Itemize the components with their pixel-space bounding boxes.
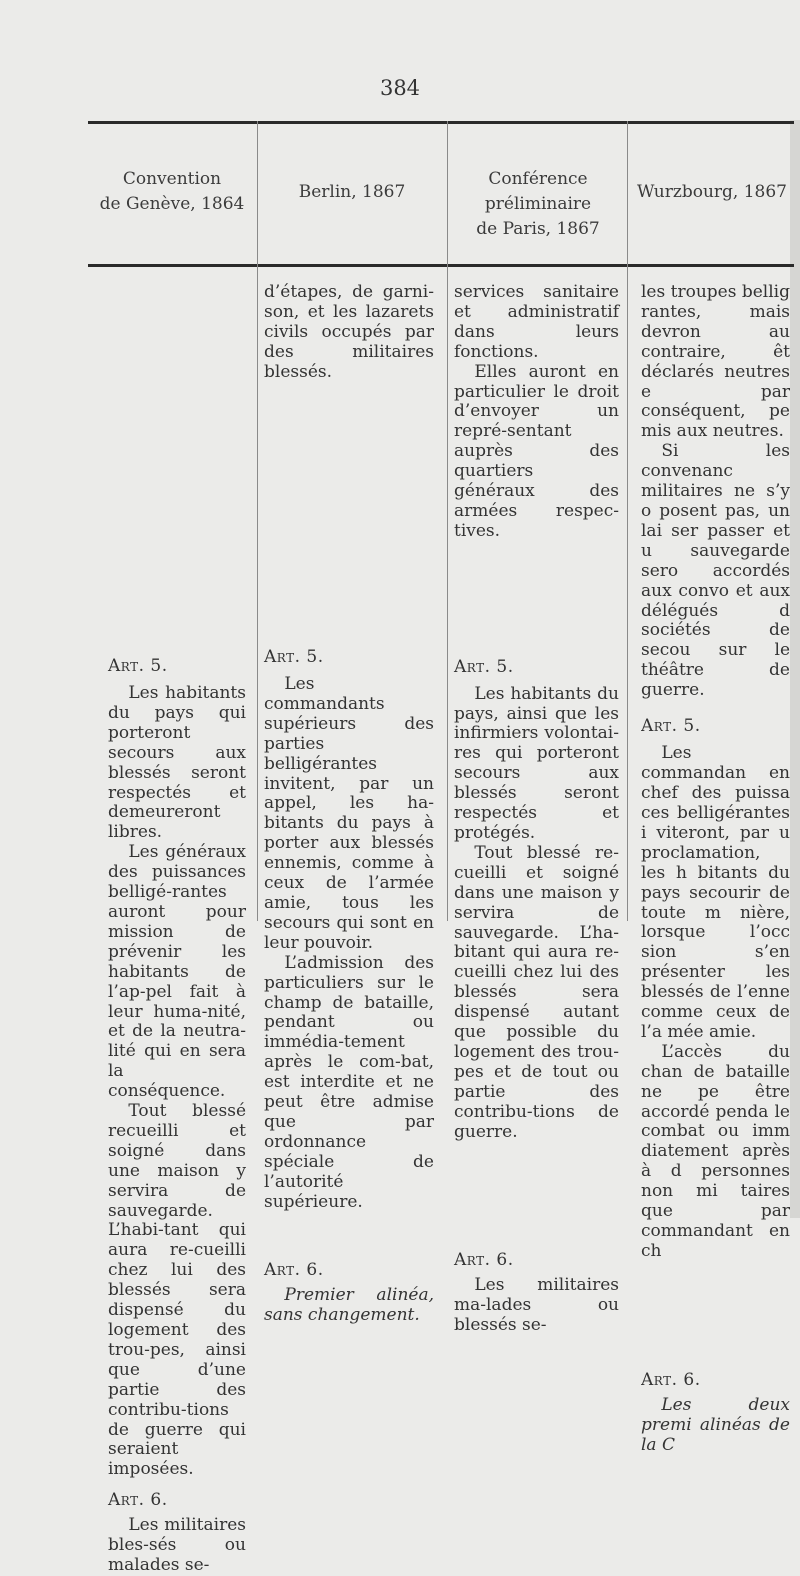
column-header-berlin xyxy=(262,180,442,205)
header-line: de Genève, 1864 xyxy=(99,194,245,214)
paragraph: Les commandants supérieurs des parties belligérantes invitent, par un appel, les ha-bitants du pays à porter aux blessés ennemis, comme à ceux de l’armée amie, tous les secours qui sont en leur pouvoir. xyxy=(264,674,434,953)
column-divider xyxy=(257,121,258,921)
column-geneve xyxy=(108,652,246,1576)
article-heading: Art. 6. xyxy=(454,1250,514,1271)
column-header-paris xyxy=(452,167,624,242)
paragraph: Tout blessé recueilli et soigné dans une maison y servira de sauvegarde. L’habi-tant qui aura re-cueilli chez lui des blessés sera dispensé du logement des trou-pes, ainsi que d’une partie des contribu-tions de guerre qui seraient imposées. xyxy=(108,1101,246,1480)
column-header-geneve xyxy=(92,167,252,217)
paragraph: Les généraux des puissances belligé-rantes auront pour mission de prévenir les habitants de l’ap-pel fait à leur huma-nité, et de la neutra-lité qui en sera la conséquence. xyxy=(108,842,246,1102)
column-header-wurzbourg xyxy=(632,180,792,205)
paragraph: Les deux premi alinéas de la C xyxy=(641,1394,790,1455)
page-edge-shadow xyxy=(790,120,800,1218)
article-heading: Art. 5. xyxy=(264,647,324,667)
article-heading: Art. 5. xyxy=(454,656,514,677)
paragraph: L’admission des particuliers sur le champ de bataille, pendant ou immédia-tement après le com-bat, est interdite et ne peut être admise que par ordonnance spéciale de l’autorité supérieure. xyxy=(264,952,434,1212)
paragraph: Les habitants du pays qui porteront secours aux blessés seront respectés et demeureront libres. xyxy=(108,683,246,843)
page-number: 384 xyxy=(379,76,421,100)
paragraph: Premier alinéa, sans changement. xyxy=(264,1285,434,1326)
header-line: Convention xyxy=(122,169,222,189)
paragraph: Les commandan en chef des puissa ces belligérantes i viteront, par u proclamation, les h bitants du pays secourir de toute m nière, lorsque l’occ sion s’en présenter les blessés de l’enne comme ceux de l’a mée amie. xyxy=(641,743,790,1042)
article-heading: Art. 6. xyxy=(641,1369,701,1390)
continuation-text: les troupes bellig rantes, mais devron au contraire, êt déclarés neutres e par conséquent, pe mis aux neutres. xyxy=(641,283,790,442)
column-divider xyxy=(627,121,628,921)
paragraph: Les militaires bles-sés ou malades se- xyxy=(108,1515,246,1576)
paragraph: Tout blessé re-cueilli et soigné dans une maison y servira de sauvegarde. L’ha-bitant qui aura re-cueilli chez lui des blessés sera dispensé autant que possible du logement des trou-pes et de tout ou partie des contribu-tions de guerre. xyxy=(454,842,619,1142)
header-line: Conférence préliminaire xyxy=(484,169,592,214)
header-bottom-rule xyxy=(88,264,794,267)
article-heading: Art. 6. xyxy=(108,1490,168,1511)
column-paris xyxy=(454,283,619,1336)
continuation-text: d’étapes, de garni-son, et les lazarets civils occupés par des militaires blessés. xyxy=(264,282,434,382)
article-heading: Art. 5. xyxy=(641,716,701,737)
continuation-text: Elles auront en particulier le droit d’envoyer un repré-sentant auprès des quartiers généraux des armées respec-tives. xyxy=(454,361,619,541)
header-line: de Paris, 1867 xyxy=(476,219,600,239)
paragraph: Les militaires ma-lades ou blessés se- xyxy=(454,1275,619,1336)
article-heading: Art. 5. xyxy=(108,656,168,676)
continuation-text: Si les convenanc militaires ne s’y o posent pas, un lai ser passer et u sauvegarde sero accordés aux convo et aux délégués d sociétés de secou sur le théâtre de guerre. xyxy=(641,441,790,701)
paragraph: L’accès du chan de bataille ne pe être accordé penda le combat ou imm diatement après à d personnes non mi taires que par commandant en ch xyxy=(641,1041,790,1261)
column-divider xyxy=(447,121,448,921)
article-heading: Art. 6. xyxy=(264,1260,324,1281)
paragraph: Les habitants du pays, ainsi que les infirmiers volontai-res qui porteront secours aux blessés seront respectés et protégés. xyxy=(454,683,619,843)
header-line: Wurzbourg, 1867 xyxy=(637,182,787,202)
table-top-rule xyxy=(88,121,794,124)
header-line: Berlin, 1867 xyxy=(298,182,406,202)
column-berlin xyxy=(264,283,434,1326)
column-wurzbourg xyxy=(641,283,790,1456)
continuation-text: services sanitaire et administratif dans leurs fonctions. xyxy=(454,282,619,362)
